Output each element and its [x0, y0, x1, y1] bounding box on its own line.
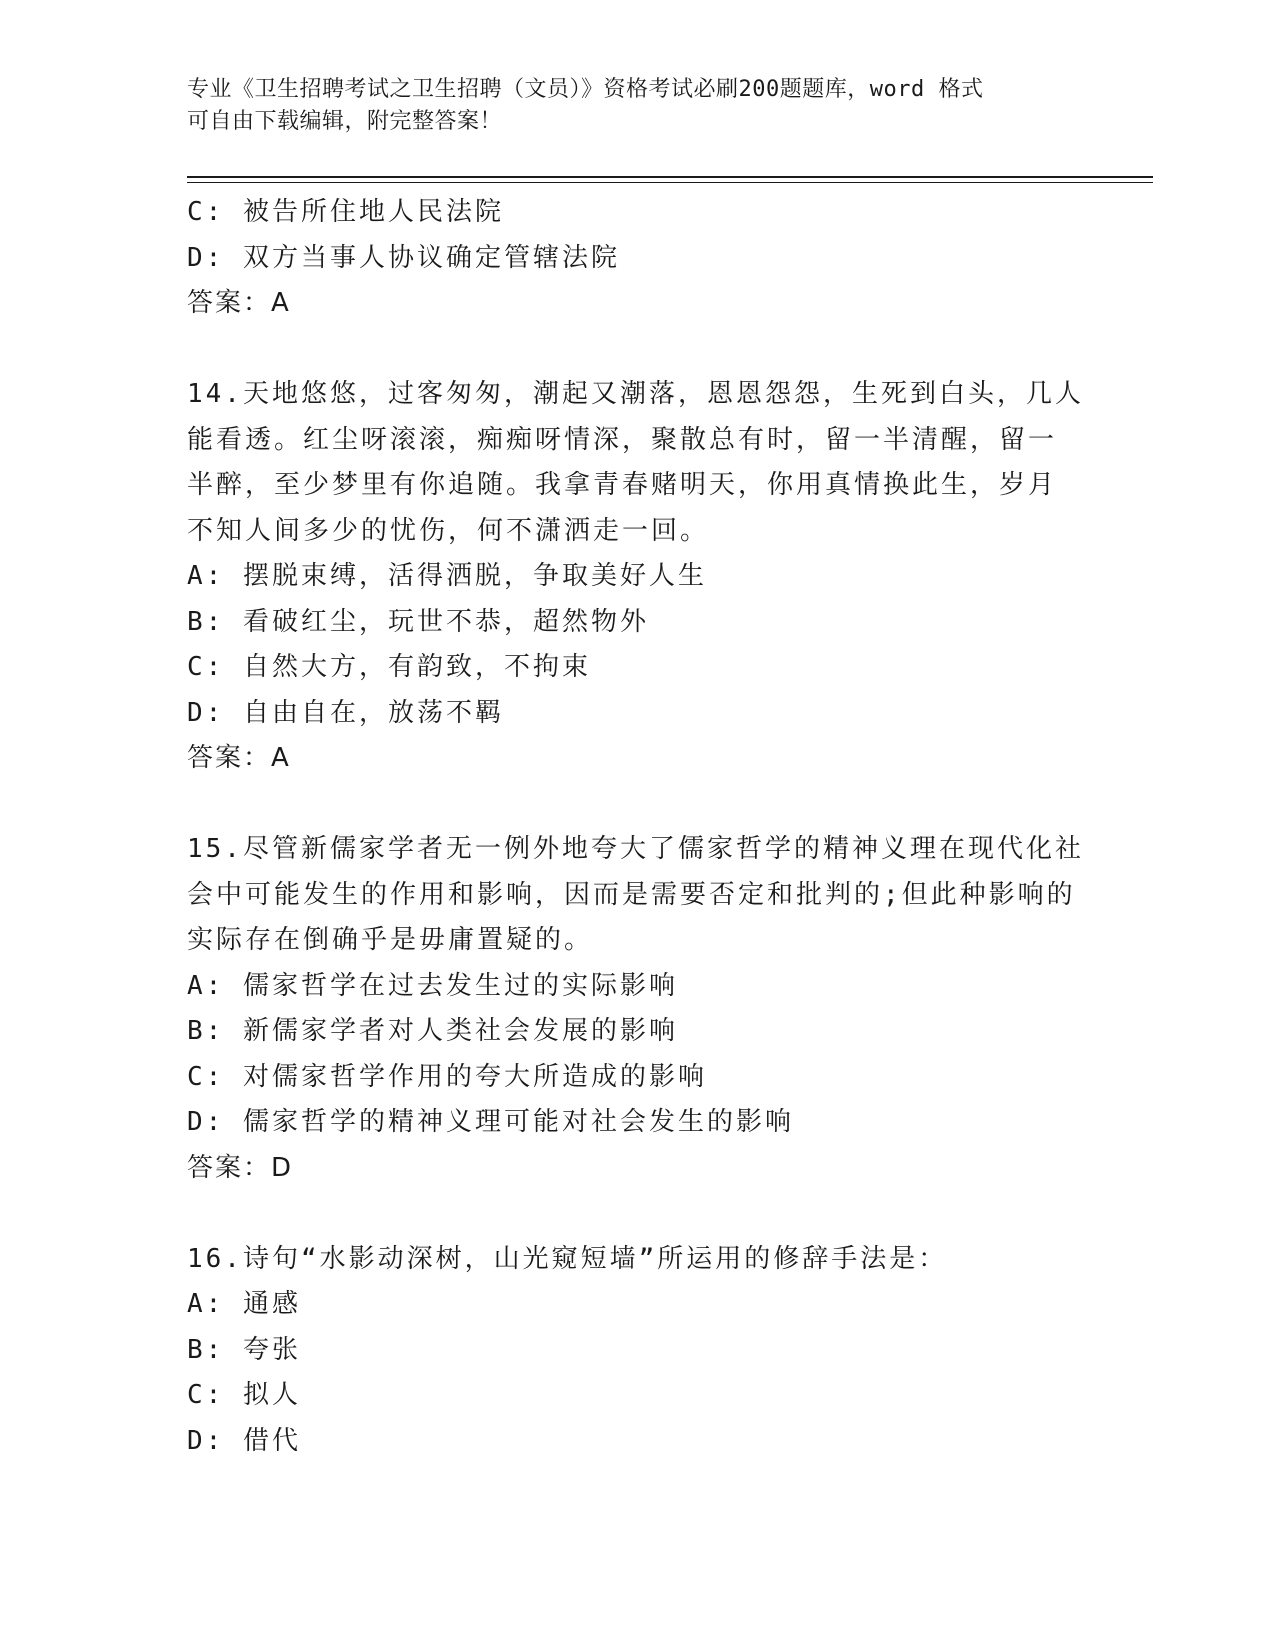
question-stem-line: 实际存在倒确乎是毋庸置疑的。: [187, 925, 594, 955]
option-c: C: 自然大方，有韵致，不拘束: [187, 652, 591, 682]
question-stem-line: 14.天地悠悠，过客匆匆，潮起又潮落，恩恩怨怨，生死到白头，几人: [187, 379, 1084, 409]
header-title-line-2: 可自由下载编辑，附完整答案！: [187, 109, 503, 134]
question-stem-line: 16.诗句“水影动深树，山光窥短墙”所运用的修辞手法是：: [187, 1243, 948, 1274]
header-divider-thick: [187, 176, 1153, 178]
question-15: [187, 827, 1087, 1191]
question-13-tail: [187, 190, 1087, 327]
question-spacer: [187, 327, 1087, 373]
option-d: D: 自由自在，放荡不羁: [187, 697, 504, 728]
header-title-line-1: 专业《卫生招聘考试之卫生招聘（文员）》资格考试必刷200题题库，word 格式: [187, 77, 984, 102]
option-a: A: 儒家哲学在过去发生过的实际影响: [187, 970, 678, 1001]
option-b: B: 看破红尘，玩世不恭，超然物外: [187, 606, 649, 637]
question-stem-line: 会中可能发生的作用和影响，因而是需要否定和批判的;但此种影响的: [187, 879, 1076, 910]
option-c: C: 被告所住地人民法院: [187, 197, 504, 227]
question-spacer: [187, 1191, 1087, 1237]
question-stem-line: 不知人间多少的忧伤，何不潇洒走一回。: [187, 515, 710, 546]
answer-line: 答案：A: [187, 743, 291, 773]
question-stem-line: 半醉，至少梦里有你追随。我拿青春赌明天，你用真情换此生，岁月: [187, 470, 1058, 500]
question-16: [187, 1237, 1087, 1465]
answer-line: 答案：A: [187, 288, 291, 318]
option-a: A: 摆脱束缚，活得洒脱，争取美好人生: [187, 561, 707, 591]
option-b: B: 新儒家学者对人类社会发展的影响: [187, 1016, 678, 1046]
answer-line: 答案：D: [187, 1152, 294, 1183]
question-spacer: [187, 782, 1087, 828]
option-d: D: 儒家哲学的精神义理可能对社会发生的影响: [187, 1107, 794, 1137]
option-b: B: 夸张: [187, 1334, 301, 1365]
option-a: A: 通感: [187, 1289, 301, 1319]
question-stem-line: 15.尽管新儒家学者无一例外地夸大了儒家哲学的精神义理在现代化社: [187, 834, 1084, 864]
question-14: [187, 372, 1087, 782]
option-d: D: 借代: [187, 1425, 301, 1456]
option-d: D: 双方当事人协议确定管辖法院: [187, 242, 620, 273]
question-stem-line: 能看透。红尘呀滚滚，痴痴呀情深，聚散总有时，留一半清醒，留一: [187, 424, 1058, 455]
header-divider-thin: [187, 182, 1153, 183]
page-header: [187, 74, 1067, 138]
question-list: [187, 190, 1087, 1464]
option-c: C: 对儒家哲学作用的夸大所造成的影响: [187, 1061, 707, 1092]
option-c: C: 拟人: [187, 1380, 301, 1410]
